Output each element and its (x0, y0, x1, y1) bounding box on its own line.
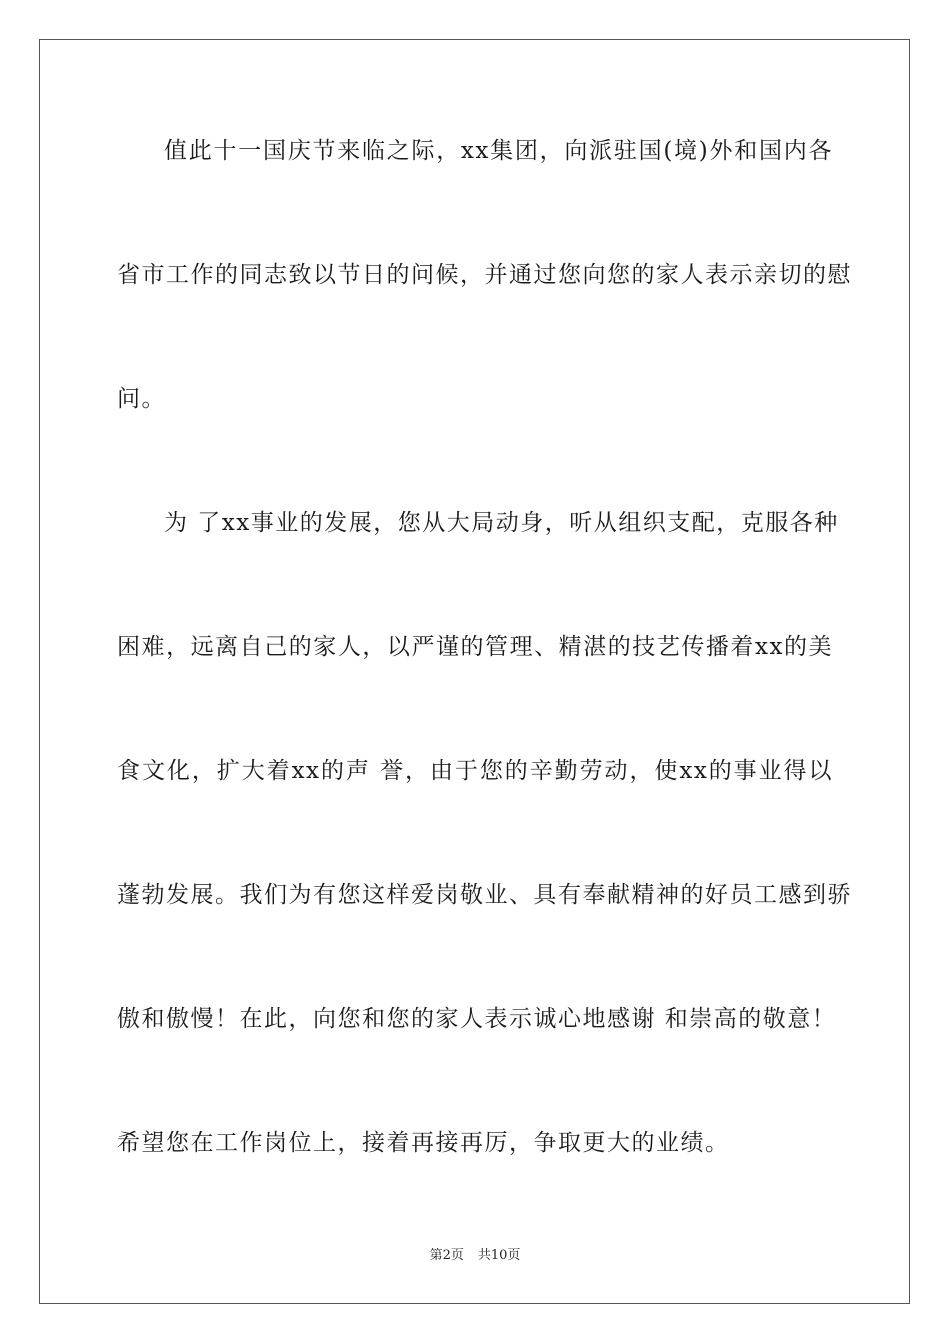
paragraph-2-line-3: 食文化，扩大着xx的声 誉，由于您的辛勤劳动，使xx的事业得以 (117, 758, 833, 784)
paragraph-1-line-2: 省市工作的同志致以节日的问候，并通过您向您的家人表示亲切的慰 (117, 262, 852, 288)
paragraph-2-line-5: 傲和傲慢！在此，向您和您的家人表示诚心地感谢 和崇高的敬意！ (117, 1006, 837, 1032)
paragraph-2-line-2: 困难，远离自己的家人，以严谨的管理、精湛的技艺传播着xx的美 (117, 634, 833, 660)
paragraph-1-line-3: 问。 (117, 386, 166, 412)
page-footer (0, 1247, 950, 1265)
paragraph-2-line-1: 为 了xx事业的发展，您从大局动身，听从组织支配，克服各种 (164, 510, 839, 536)
page-border (39, 39, 910, 1304)
paragraph-2-line-4: 蓬勃发展。我们为有您这样爱岗敬业、具有奉献精神的好员工感到骄 (117, 882, 852, 908)
paragraph-1-line-1: 值此十一国庆节来临之际，xx集团，向派驻国(境)外和国内各 (164, 138, 833, 164)
paragraph-2-line-6: 希望您在工作岗位上，接着再接再厉，争取更大的业绩。 (117, 1130, 730, 1156)
page-number: 第2页 (429, 1248, 464, 1263)
page-total: 共10页 (477, 1248, 521, 1263)
